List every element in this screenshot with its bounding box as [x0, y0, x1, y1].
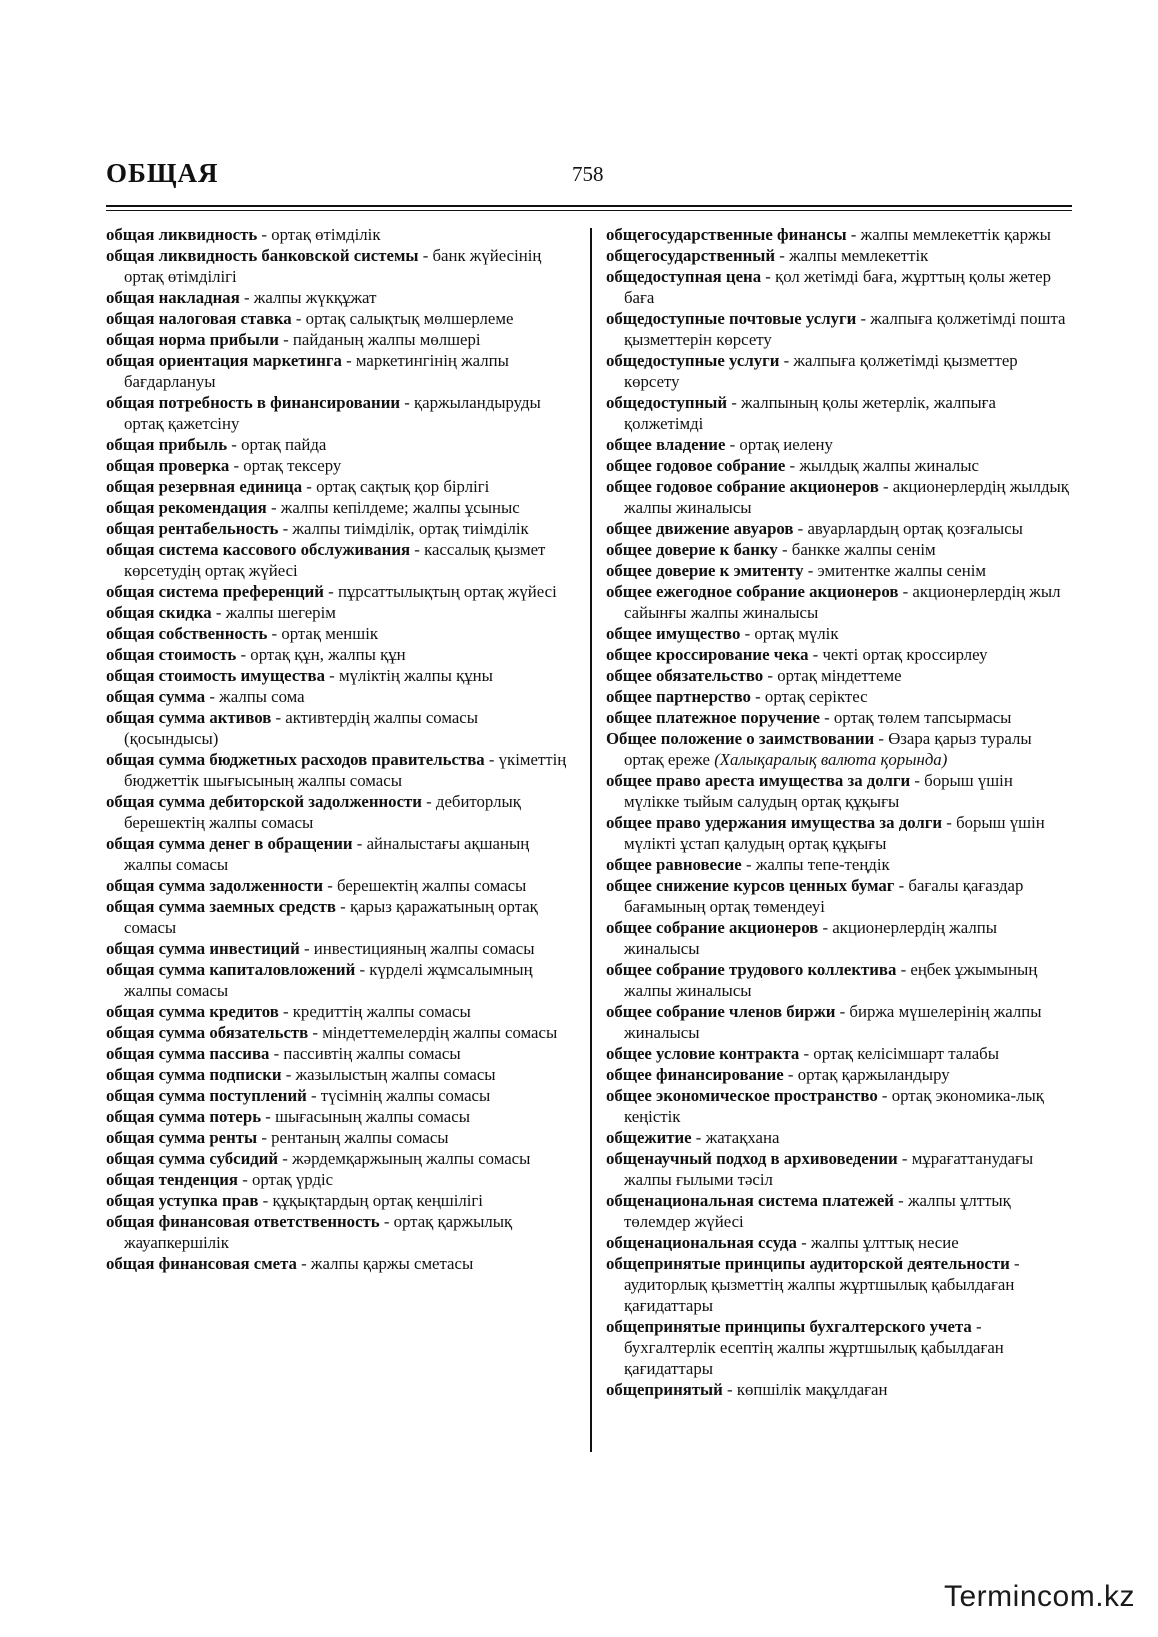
entry-definition: рентаның жалпы сомасы [271, 1128, 449, 1147]
entry-term: общее право ареста имущества за долги [606, 771, 911, 790]
right-column [606, 224, 1072, 1400]
dictionary-entry: общее партнерство - ортақ серіктес [606, 687, 868, 706]
dictionary-entry: общее доверие к банку - банкке жалпы сенім [606, 540, 936, 559]
entry-definition: жалпы мемлекеттік [789, 246, 929, 265]
entry-term: общая сумма заемных средств [106, 897, 336, 916]
dictionary-entry: общая сумма субсидий - жәрдемқаржының жалпы сомасы [106, 1149, 531, 1168]
entry-term: общая сумма обязательств [106, 1023, 309, 1042]
entry-definition: ортақ пайда [241, 435, 327, 454]
entry-term: общедоступные услуги [606, 351, 780, 370]
entry-term: общедоступный [606, 393, 728, 412]
entry-definition: банк жүйесінің ортақ өтімділігі [124, 246, 542, 286]
entry-term: общая сумма пассива [106, 1044, 270, 1063]
entry-definition: жалпының қолы жетерлік, жалпыға қолжетімді [624, 393, 996, 433]
dictionary-entry: общая ликвидность - ортақ өтімділік [106, 225, 381, 244]
entry-definition: құқықтардың ортақ кеңшілігі [272, 1191, 483, 1210]
entry-definition: жалпы мемлекеттік қаржы [860, 225, 1051, 244]
dictionary-entry: общее годовое собрание акционеров - акционерлердің жылдық жалпы жиналысы [606, 477, 1069, 517]
entry-definition: ортақ серіктес [764, 687, 868, 706]
dictionary-entry: общедоступная цена - қол жетімді баға, жұрттың қолы жетер баға [606, 267, 1051, 307]
dictionary-entry: общая резервная единица - ортақ сақтық қор бірлігі [106, 477, 490, 496]
dictionary-entry: Общее положение о заимствовании - Өзара қарыз туралы ортақ ереже (Халықаралық валюта қорында) [606, 729, 1032, 769]
entry-definition: қарыз қаражатының ортақ сомасы [124, 897, 538, 937]
dictionary-entry: общее снижение курсов ценных бумаг - бағалы қағаздар бағамының ортақ төмендеуі [606, 876, 1024, 916]
entry-term: общая тенденция [106, 1170, 238, 1189]
entry-term: общее снижение курсов ценных бумаг [606, 876, 895, 895]
entry-definition: ортақ иелену [739, 435, 833, 454]
entry-definition: жәрдемқаржының жалпы сомасы [292, 1149, 531, 1168]
dictionary-entry: общее собрание акционеров - акционерлердің жалпы жиналысы [606, 918, 997, 958]
entry-term: общее владение [606, 435, 726, 454]
entry-term: общая сумма поступлений [106, 1086, 307, 1105]
entry-definition: ортақ құн, жалпы құн [250, 645, 406, 664]
dictionary-entry: общее годовое собрание - жылдық жалпы жиналыс [606, 456, 979, 475]
entry-definition: жалпы тепе-теңдік [755, 855, 890, 874]
entry-definition: жалпы шегерім [225, 603, 336, 622]
entry-definition: маркетингінің жалпы бағдарлануы [124, 351, 509, 391]
dictionary-entry: общая налоговая ставка - ортақ салықтық мөлшерлеме [106, 309, 514, 328]
entry-definition: кассалық қызмет көрсетудің ортақ жүйесі [124, 540, 546, 580]
entry-definition: ортақ меншік [281, 624, 379, 643]
entry-definition: ортақ өтімділік [271, 225, 381, 244]
entry-definition: жалпы сома [219, 687, 305, 706]
entry-term: общая сумма инвестиций [106, 939, 300, 958]
dictionary-entry: общая система преференций - пұрсаттылықтың ортақ жүйесі [106, 582, 557, 601]
entry-definition: жалпы кепілдеме; жалпы ұсыныс [280, 498, 520, 517]
entry-definition: жалпы жүкқұжат [253, 288, 377, 307]
entry-definition: пассивтің жалпы сомасы [283, 1044, 461, 1063]
dictionary-entry: общее доверие к эмитенту - эмитентке жалпы сенім [606, 561, 986, 580]
entry-term: общее собрание членов биржи [606, 1002, 836, 1021]
dictionary-entry: общая сумма обязательств - міндеттемелердің жалпы сомасы [106, 1023, 558, 1042]
dictionary-entry: общая рекомендация - жалпы кепілдеме; жалпы ұсыныс [106, 498, 520, 517]
entry-definition: жалпыға қолжетімді қызметтер көрсету [624, 351, 1018, 391]
entry-term: общенациональная ссуда [606, 1233, 797, 1252]
dictionary-entry: общее условие контракта - ортақ келісімшарт талабы [606, 1044, 999, 1063]
dictionary-entry: общая накладная - жалпы жүкқұжат [106, 288, 377, 307]
entry-term: общепринятые принципы бухгалтерского учета [606, 1317, 972, 1336]
entry-term: общая сумма [106, 687, 206, 706]
entry-definition: жатақхана [705, 1128, 780, 1147]
dictionary-entry: общее право ареста имущества за долги - борыш үшін мүлікке тыйым салудың ортақ құқығы [606, 771, 1013, 811]
dictionary-entry: общая сумма бюджетных расходов правительства - үкіметтің бюджеттік шығысының жалпы сомасы [106, 750, 567, 790]
entry-definition: көпшілік мақұлдаған [736, 1380, 888, 1399]
dictionary-entry: общая сумма - жалпы сома [106, 687, 305, 706]
entry-term: общее партнерство [606, 687, 751, 706]
entry-definition: активтердің жалпы сомасы (қосындысы) [124, 708, 479, 748]
entry-term: общежитие [606, 1128, 692, 1147]
entry-term: общая ликвидность [106, 225, 258, 244]
dictionary-entry: общая норма прибыли - пайданың жалпы мөлшері [106, 330, 481, 349]
entry-definition: түсімнің жалпы сомасы [320, 1086, 491, 1105]
entry-definition: күрделі жұмсалымның жалпы сомасы [124, 960, 533, 1000]
entry-term: общая резервная единица [106, 477, 303, 496]
dictionary-entry: общая ликвидность банковской системы - банк жүйесінің ортақ өтімділігі [106, 246, 542, 286]
dictionary-entry: общая сумма задолженности - берешектің жалпы сомасы [106, 876, 527, 895]
entry-term: общая сумма потерь [106, 1107, 262, 1126]
dictionary-entry: общая скидка - жалпы шегерім [106, 603, 336, 622]
entry-term: общее кроссирование чека [606, 645, 809, 664]
entry-definition: қаржыландыруды ортақ қажетсіну [124, 393, 541, 433]
entry-definition: қол жетімді баға, жұрттың қолы жетер баға [624, 267, 1051, 307]
dictionary-entry: общепринятые принципы аудиторской деятельности - аудиторлық қызметтің жалпы жұртшылық қабылдаған қағидаттары [606, 1254, 1020, 1315]
entry-definition: ортақ үрдіс [251, 1170, 334, 1189]
entry-definition: кредиттің жалпы сомасы [292, 1002, 471, 1021]
dictionary-entry: общежитие - жатақхана [606, 1128, 780, 1147]
entry-definition: эмитентке жалпы сенім [817, 561, 986, 580]
entry-term: общенаучный подход в архивоведении [606, 1149, 898, 1168]
dictionary-entry: общее экономическое пространство - ортақ экономика-лық кеңістік [606, 1086, 1044, 1126]
dictionary-entry: общая потребность в финансировании - қаржыландыруды ортақ қажетсіну [106, 393, 541, 433]
dictionary-entry: общая сумма капиталовложений - күрделі жұмсалымның жалпы сомасы [106, 960, 533, 1000]
dictionary-entry: общая сумма дебиторской задолженности - дебиторлық берешектің жалпы сомасы [106, 792, 521, 832]
dictionary-entry: общее равновесие - жалпы тепе-теңдік [606, 855, 890, 874]
entry-definition: еңбек ұжымының жалпы жиналысы [624, 960, 1038, 1000]
entry-term: общее платежное поручение [606, 708, 820, 727]
entry-definition: ортақ экономика-лық кеңістік [624, 1086, 1044, 1126]
entry-definition: пайданың жалпы мөлшері [292, 330, 481, 349]
entry-term: общедоступные почтовые услуги [606, 309, 857, 328]
dictionary-entry: общедоступные услуги - жалпыға қолжетімді қызметтер көрсету [606, 351, 1018, 391]
dictionary-entry: общая стоимость имущества - мүліктің жалпы құны [106, 666, 493, 685]
entry-definition: жалпы тиімділік, ортақ тиімділік [292, 519, 529, 538]
entry-term: общая налоговая ставка [106, 309, 292, 328]
page-header-word: ОБЩАЯ [106, 158, 219, 188]
entry-definition: жалпы ұлттық төлемдер жүйесі [624, 1191, 1011, 1231]
dictionary-entry: общегосударственные финансы - жалпы мемлекеттік қаржы [606, 225, 1051, 244]
entry-definition: жалпыға қолжетімді пошта қызметтерін көрсету [624, 309, 1066, 349]
dictionary-entry: общенациональная ссуда - жалпы ұлттық несие [606, 1233, 959, 1252]
entry-term: общая рентабельность [106, 519, 279, 538]
entry-definition: биржа мүшелерінің жалпы жиналысы [624, 1002, 1042, 1042]
dictionary-entry: общая сумма денег в обращении - айналыстағы ақшаның жалпы сомасы [106, 834, 530, 874]
entry-term: общая сумма бюджетных расходов правительства [106, 750, 485, 769]
entry-term: общенациональная система платежей [606, 1191, 894, 1210]
entry-term: общегосударственный [606, 246, 776, 265]
entry-term: общая сумма кредитов [106, 1002, 279, 1021]
entry-term: общая сумма субсидий [106, 1149, 279, 1168]
entry-definition: ортақ қаржыландыру [797, 1065, 950, 1084]
entry-note: (Халықаралық валюта қорында) [714, 750, 948, 769]
entry-definition: ортақ төлем тапсырмасы [833, 708, 1012, 727]
entry-term: общая скидка [106, 603, 212, 622]
entry-definition: жалпы қаржы сметасы [310, 1254, 474, 1273]
dictionary-entry: общая проверка - ортақ тексеру [106, 456, 342, 475]
dictionary-entry: общая сумма ренты - рентаның жалпы сомасы [106, 1128, 449, 1147]
entry-term: общее движение авуаров [606, 519, 794, 538]
entry-term: общее условие контракта [606, 1044, 800, 1063]
dictionary-entry: общедоступные почтовые услуги - жалпыға қолжетімді пошта қызметтерін көрсету [606, 309, 1066, 349]
entry-term: общая стоимость [106, 645, 237, 664]
entry-definition: жалпы ұлттық несие [810, 1233, 959, 1252]
dictionary-entry: общепринятые принципы бухгалтерского учета - бухгалтерлік есептің жалпы жұртшылық қабылдаған қағидаттары [606, 1317, 1004, 1378]
site-logo[interactable] [944, 1580, 1135, 1614]
entry-definition: ортақ салықтық мөлшерлеме [305, 309, 514, 328]
entry-definition: борыш үшін мүлікке тыйым салудың ортақ құқығы [624, 771, 1013, 811]
entry-definition: пұрсаттылықтың ортақ жүйесі [337, 582, 557, 601]
dictionary-entry: общее ежегодное собрание акционеров - акционерлердің жыл сайынғы жалпы жиналысы [606, 582, 1061, 622]
entry-term: общая сумма задолженности [106, 876, 324, 895]
entry-term: общая сумма капиталовложений [106, 960, 356, 979]
dictionary-entry: общее имущество - ортақ мүлік [606, 624, 839, 643]
dictionary-entry: общее движение авуаров - авуарлардың ортақ қозғалысы [606, 519, 1023, 538]
entry-term: общегосударственные финансы [606, 225, 847, 244]
entry-definition: ортақ тексеру [243, 456, 342, 475]
dictionary-entry: общегосударственный - жалпы мемлекеттік [606, 246, 929, 265]
dictionary-entry: общая сумма потерь - шығасының жалпы сомасы [106, 1107, 470, 1126]
entry-term: общее доверие к эмитенту [606, 561, 804, 580]
dictionary-entry: общее кроссирование чека - чекті ортақ кроссирлеу [606, 645, 988, 664]
entry-term: общее доверие к банку [606, 540, 778, 559]
entry-term: общепринятый [606, 1380, 723, 1399]
entry-definition: жазылыстың жалпы сомасы [295, 1065, 496, 1084]
dictionary-entry: общее обязательство - ортақ міндеттеме [606, 666, 902, 685]
dictionary-entry: общая сумма поступлений - түсімнің жалпы сомасы [106, 1086, 491, 1105]
entry-definition: инвестицияның жалпы сомасы [313, 939, 535, 958]
dictionary-entry: общая финансовая ответственность - ортақ қаржылық жауапкершілік [106, 1212, 513, 1252]
entry-term: общая финансовая смета [106, 1254, 297, 1273]
dictionary-entry: общая собственность - ортақ меншік [106, 624, 379, 643]
entry-definition: ортақ қаржылық жауапкершілік [124, 1212, 513, 1252]
dictionary-entry: общая сумма заемных средств - қарыз қаражатының ортақ сомасы [106, 897, 538, 937]
entry-term: общая накладная [106, 288, 240, 307]
entry-definition: міндеттемелердің жалпы сомасы [322, 1023, 558, 1042]
dictionary-entry: общая сумма пассива - пассивтің жалпы сомасы [106, 1044, 461, 1063]
left-column [106, 224, 574, 1274]
entry-definition: бағалы қағаздар бағамының ортақ төмендеуі [624, 876, 1024, 916]
dictionary-entry: общее платежное поручение - ортақ төлем тапсырмасы [606, 708, 1012, 727]
entry-term: общее годовое собрание акционеров [606, 477, 879, 496]
entry-definition: борыш үшін мүлікті ұстап қалудың ортақ құқығы [624, 813, 1045, 853]
entry-definition: мұрағаттанудағы жалпы ғылыми тәсіл [624, 1149, 1034, 1189]
entry-definition: үкіметтің бюджеттік шығысының жалпы сомасы [124, 750, 567, 790]
entry-definition: мүліктің жалпы құны [338, 666, 493, 685]
entry-definition: айналыстағы ақшаның жалпы сомасы [124, 834, 530, 874]
entry-definition: дебиторлық берешектің жалпы сомасы [124, 792, 521, 832]
entry-term: общее имущество [606, 624, 741, 643]
header-rule-thin [106, 210, 1072, 211]
entry-term: общее обязательство [606, 666, 764, 685]
entry-definition: банкке жалпы сенім [791, 540, 936, 559]
dictionary-entry: общая стоимость - ортақ құн, жалпы құн [106, 645, 406, 664]
dictionary-entry: общая сумма активов - активтердің жалпы сомасы (қосындысы) [106, 708, 479, 748]
entry-term: общая финансовая ответственность [106, 1212, 380, 1231]
dictionary-entry: общая уступка прав - құқықтардың ортақ кеңшілігі [106, 1191, 483, 1210]
dictionary-entry: общая тенденция - ортақ үрдіс [106, 1170, 334, 1189]
dictionary-entry: общая рентабельность - жалпы тиімділік, ортақ тиімділік [106, 519, 529, 538]
dictionary-entry: общенаучный подход в архивоведении - мұрағаттанудағы жалпы ғылыми тәсіл [606, 1149, 1034, 1189]
entry-term: общая уступка прав [106, 1191, 259, 1210]
entry-definition: шығасының жалпы сомасы [275, 1107, 470, 1126]
entry-term: общее собрание трудового коллектива [606, 960, 897, 979]
dictionary-entry: общее собрание трудового коллектива - еңбек ұжымының жалпы жиналысы [606, 960, 1038, 1000]
entry-term: общая система преференций [106, 582, 324, 601]
entry-definition: ортақ сақтық қор бірлігі [316, 477, 490, 496]
entry-definition: аудиторлық қызметтің жалпы жұртшылық қабылдаған қағидаттары [624, 1275, 1015, 1315]
dictionary-entry: общая ориентация маркетинга - маркетингінің жалпы бағдарлануы [106, 351, 509, 391]
entry-term: общее финансирование [606, 1065, 784, 1084]
column-divider [590, 228, 592, 1452]
page-number: 758 [572, 162, 604, 186]
entry-term: общее право удержания имущества за долги [606, 813, 943, 832]
entry-term: общее годовое собрание [606, 456, 786, 475]
header-rule-thick [106, 205, 1072, 207]
dictionary-entry: общая прибыль - ортақ пайда [106, 435, 327, 454]
entry-term: общая система кассового обслуживания [106, 540, 411, 559]
entry-definition: авуарлардың ортақ қозғалысы [807, 519, 1023, 538]
entry-term: общая сумма дебиторской задолженности [106, 792, 422, 811]
entry-term: общее собрание акционеров [606, 918, 819, 937]
dictionary-entry: общая финансовая смета - жалпы қаржы сметасы [106, 1254, 474, 1273]
entry-term: общая сумма подписки [106, 1065, 282, 1084]
entry-definition: акционерлердің жылдық жалпы жиналысы [624, 477, 1069, 517]
entry-definition: ортақ мүлік [754, 624, 839, 643]
entry-term: Общее положение о заимствовании [606, 729, 875, 748]
entry-term: общая сумма активов [106, 708, 272, 727]
dictionary-entry: общая сумма кредитов - кредиттің жалпы сомасы [106, 1002, 471, 1021]
entry-definition: берешектің жалпы сомасы [337, 876, 527, 895]
entry-term: общая сумма ренты [106, 1128, 258, 1147]
dictionary-entry: общедоступный - жалпының қолы жетерлік, жалпыға қолжетімді [606, 393, 996, 433]
dictionary-entry: общая сумма инвестиций - инвестицияның жалпы сомасы [106, 939, 535, 958]
entry-definition: акционерлердің жыл сайынғы жалпы жиналысы [624, 582, 1061, 622]
entry-term: общепринятые принципы аудиторской деятельности [606, 1254, 1010, 1273]
dictionary-entry: общая система кассового обслуживания - кассалық қызмет көрсетудің ортақ жүйесі [106, 540, 546, 580]
entry-definition: ортақ келісімшарт талабы [813, 1044, 999, 1063]
dictionary-entry: общенациональная система платежей - жалпы ұлттық төлемдер жүйесі [606, 1191, 1011, 1231]
dictionary-entry: общее собрание членов биржи - биржа мүшелерінің жалпы жиналысы [606, 1002, 1042, 1042]
entry-term: общая собственность [106, 624, 268, 643]
dictionary-entry: общее финансирование - ортақ қаржыландыру [606, 1065, 950, 1084]
entry-term: общее экономическое пространство [606, 1086, 878, 1105]
entry-term: общая стоимость имущества [106, 666, 325, 685]
entry-definition: акционерлердің жалпы жиналысы [624, 918, 997, 958]
dictionary-entry: общее владение - ортақ иелену [606, 435, 833, 454]
dictionary-entry: общее право удержания имущества за долги - борыш үшін мүлікті ұстап қалудың ортақ құқығы [606, 813, 1045, 853]
entry-definition: чекті ортақ кроссирлеу [822, 645, 988, 664]
entry-term: общее ежегодное собрание акционеров [606, 582, 899, 601]
entry-definition: бухгалтерлік есептің жалпы жұртшылық қабылдаған қағидаттары [624, 1338, 1004, 1378]
dictionary-entry: общая сумма подписки - жазылыстың жалпы сомасы [106, 1065, 496, 1084]
entry-definition: Өзара қарыз туралы ортақ ереже [624, 729, 1032, 769]
entry-definition: жылдық жалпы жиналыс [799, 456, 979, 475]
site-logo-text: Termincom.kz [944, 1580, 1136, 1613]
dictionary-entry: общепринятый - көпшілік мақұлдаған [606, 1380, 888, 1399]
entry-term: общее равновесие [606, 855, 742, 874]
entry-term: общая рекомендация [106, 498, 267, 517]
entry-term: общая ликвидность банковской системы [106, 246, 419, 265]
entry-term: общая прибыль [106, 435, 228, 454]
entry-term: общедоступная цена [606, 267, 762, 286]
entry-term: общая проверка [106, 456, 230, 475]
entry-term: общая потребность в финансировании [106, 393, 401, 412]
entry-term: общая норма прибыли [106, 330, 279, 349]
entry-term: общая ориентация маркетинга [106, 351, 342, 370]
entry-term: общая сумма денег в обращении [106, 834, 353, 853]
entry-definition: ортақ міндеттеме [777, 666, 902, 685]
